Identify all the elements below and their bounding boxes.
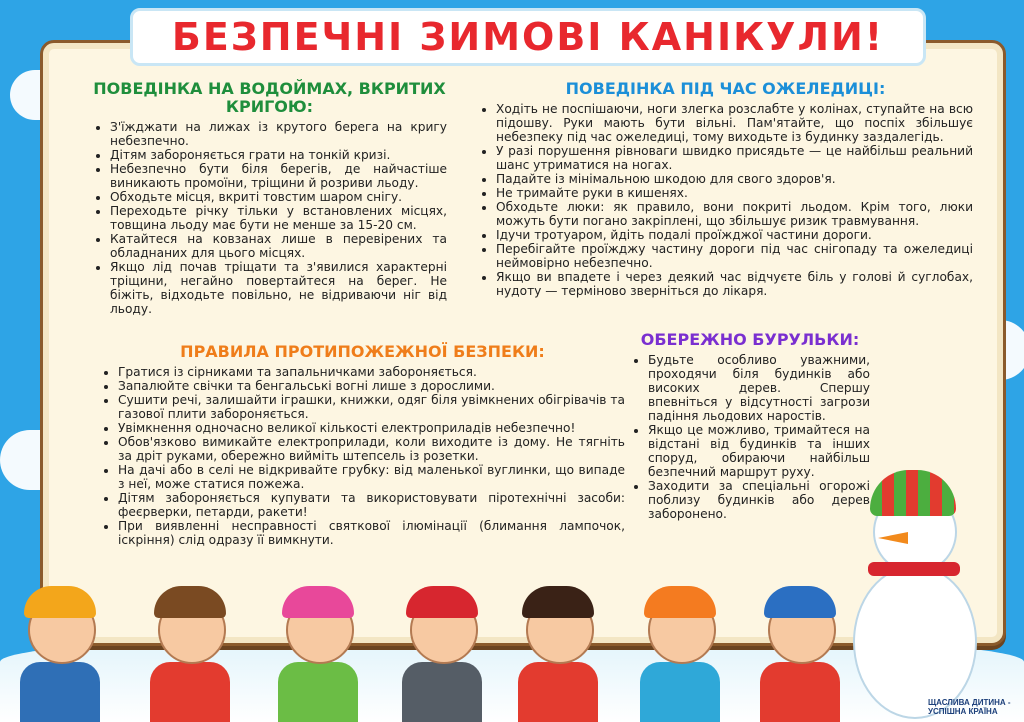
section-heading: ПРАВИЛА ПРОТИПОЖЕЖНОЇ БЕЗПЕКИ: (180, 342, 545, 361)
list-item: • Увімкнення одночасно великої кількості електроприладів небезпечно! (118, 421, 625, 435)
list-item: • З'їжджати на лижах із крутого берега на кригу небезпечно. (110, 120, 447, 148)
page-title: БЕЗПЕЧНІ ЗИМОВІ КАНІКУЛИ! (171, 15, 885, 59)
brand-logo: ЩАСЛИВА ДИТИНА - УСПІШНА КРАЇНА (928, 698, 1011, 716)
list-item: • Сушити речі, залишайти іграшки, книжки, одяг біля увімкнених обігрівачів та газової плити забороняється. (118, 393, 625, 421)
rules-list (630, 353, 870, 521)
list-item: • Ходіть не поспішаючи, ноги злегка розслабте у колінах, ступайте на всю підошву. Руки мають бути вільні. Пам'ятайте, що поспіх збільшує небезпеку під час ожеледиці, тому виходьте із будинку заздалегідь. (496, 102, 973, 144)
rules-list (92, 120, 447, 316)
list-item: • Перебігайте проїжджу частину дороги під час снігопаду та ожеледиці неймовірно небезпечно. (496, 242, 973, 270)
list-item: • Обходьте люки: як правило, вони покриті льодом. Крім того, люки можуть бути погано закріплені, що збільшує ризик травмування. (496, 200, 973, 228)
list-item: • Дітям забороняється грати на тонкій кризі. (110, 148, 447, 162)
list-item: • Переходьте річку тільки у встановлених місцях, товщина льоду має бути не менше за 15-20 см. (110, 204, 447, 232)
section-heading: ПОВЕДІНКА ПІД ЧАС ОЖЕЛЕДИЦІ: (565, 79, 886, 98)
list-item: • Падайте із мінімальною шкодою для свого здоров'я. (496, 172, 973, 186)
section-heading: ОБЕРЕЖНО БУРУЛЬКИ: (640, 330, 860, 349)
list-item: • На дачі або в селі не відкривайте грубку: від маленької вуглинки, що випаде з неї, може статися пожежа. (118, 463, 625, 491)
list-item: • Не тримайте руки в кишенях. (496, 186, 973, 200)
list-item: • Небезпечно бути біля берегів, де найчастіше виникають промоїни, тріщини й розриви льоду. (110, 162, 447, 190)
section-icy-conditions (478, 80, 973, 298)
snowman-illustration (848, 470, 978, 720)
list-item: • Запалюйте свічки та бенгальські вогні лише з дорослими. (118, 379, 625, 393)
section-water-ice (92, 80, 447, 316)
list-item: • Будьте особливо уважними, проходячи біля будинків або високих дерев. Спершу впевніться у відсутності загрози падіння льодових наростів. (648, 353, 870, 423)
list-item: • Якщо ви впадете і через деякий час відчуєте біль у голові й суглобах, нудоту — терміново зверніться до лікаря. (496, 270, 973, 298)
list-item: • У разі порушення рівноваги швидко присядьте — це найбільш реальний шанс утриматися на ногах. (496, 144, 973, 172)
list-item: • Ідучи тротуаром, йдіть подалі проїжджої частини дороги. (496, 228, 973, 242)
title-banner (130, 8, 926, 66)
list-item: • Гратися із сірниками та запальничками забороняється. (118, 365, 625, 379)
rules-list (478, 102, 973, 298)
list-item: • Заходити за спеціальні огорожі поблизу будинків або дерев заборонено. (648, 479, 870, 521)
list-item: • Якщо це можливо, тримайтеся на відстані від будинків та інших споруд, обираючи найбільш безпечний маршрут руху. (648, 423, 870, 479)
list-item: • Обходьте місця, вкриті товстим шаром снігу. (110, 190, 447, 204)
list-item: • Обов'язково вимикайте електроприлади, коли виходите із дому. Не тягніть за дріт руками, обережно вийміть штепсель із розетки. (118, 435, 625, 463)
list-item: • Дітям забороняється купувати та використовувати піротехнічні засоби: феєрверки, петарди, ракети! (118, 491, 625, 519)
section-heading: ПОВЕДІНКА НА ВОДОЙМАХ, ВКРИТИХ КРИГОЮ: (93, 79, 446, 116)
list-item: • При виявленні несправності святкової ілюмінації (блимання лампочок, іскріння) слід одразу її вимкнути. (118, 519, 625, 547)
list-item: • Катайтеся на ковзанах лише в перевірених та обладнаних для цього місцях. (110, 232, 447, 260)
list-item: • Якщо лід почав тріщати та з'явилися характерні тріщини, негайно повертайтеся на берег. Не біжіть, відходьте повільно, не відриваючи ніг від льоду. (110, 260, 447, 316)
section-fire-safety (100, 343, 625, 547)
section-icicles (630, 331, 870, 521)
rules-list (100, 365, 625, 547)
